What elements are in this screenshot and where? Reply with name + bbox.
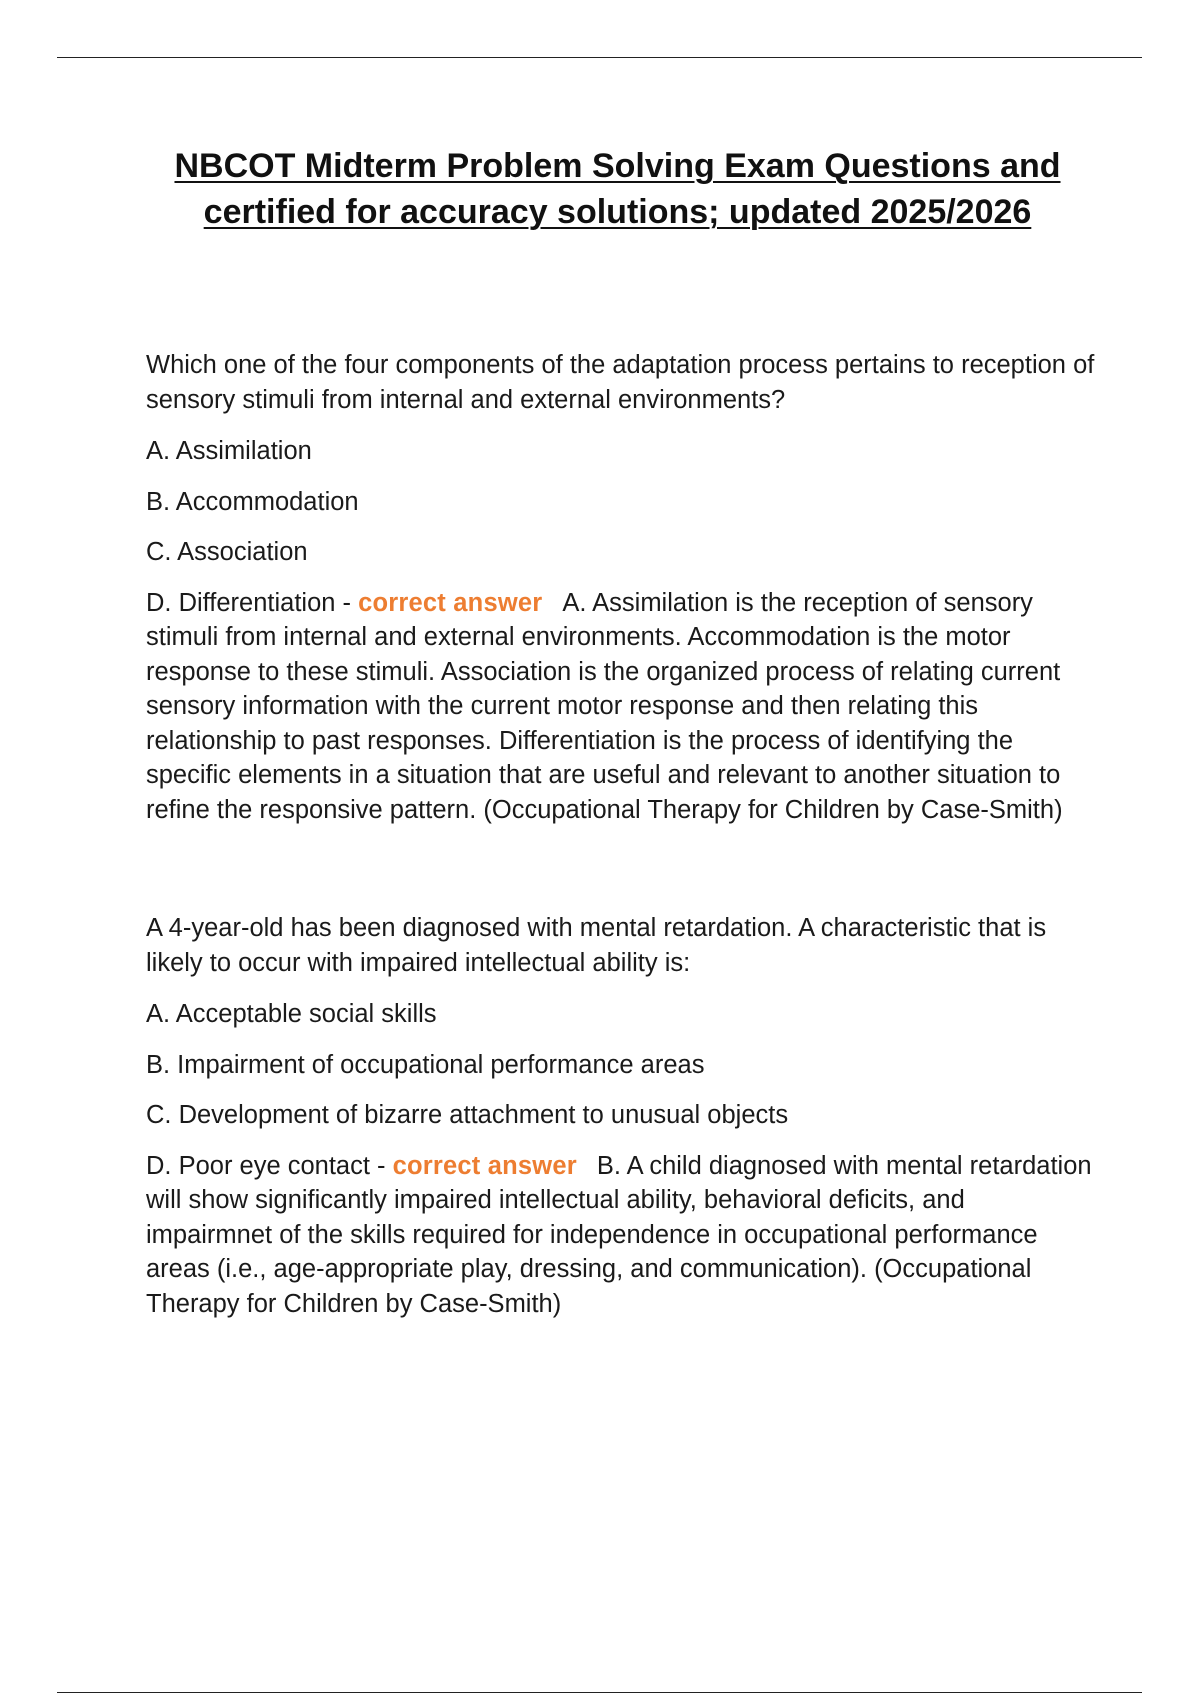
option-d: D. Poor eye contact [146,1151,370,1180]
correct-answer-label: correct answer [392,1151,577,1180]
option-c: C. Association [146,538,308,566]
document-title: NBCOT Midterm Problem Solving Exam Questions and certified for accuracy solutions; updated 2025/2026 [174,147,1061,231]
question-block-1 [146,348,1096,827]
option-a: A. Assimilation [146,437,312,465]
option-c: C. Development of bizarre attachment to unusual objects [146,1101,789,1129]
answer-separator: - [335,588,359,617]
option-d-with-answer [146,586,1096,828]
answer-explanation: A. Assimilation is the reception of sensory stimuli from internal and external environments. Accommodation is the motor response to these stimuli. Association is the organized process of relating current sensory information with the current motor response and then relating this relationship to past responses. Differentiation is the process of identifying the specific elements in a situation that are useful and relevant to another situation to refine the responsive pattern. (Occupational Therapy for Children by Case-Smith) [146,588,1063,824]
document-body [146,348,1096,1321]
option-d: D. Differentiation [146,588,336,617]
answer-explanation: B. A child diagnosed with mental retardation will show significantly impaired intellectual ability, behavioral deficits, and impairmnet of the skills required for independence in occupational performance areas (i.e., age-appropriate play, dressing, and communication). (Occupational Therapy for Children by Case-Smith) [146,1151,1092,1318]
answer-separator: - [369,1151,393,1180]
question-text: Which one of the four components of the adaptation process pertains to reception of sensory stimuli from internal and external environments? [146,351,1095,414]
top-rule [57,57,1142,58]
question-block-2 [146,911,1096,1321]
option-d-with-answer [146,1149,1096,1322]
option-b: B. Impairment of occupational performance areas [146,1050,705,1079]
option-b: B. Accommodation [146,487,359,516]
correct-answer-label: correct answer [358,588,543,617]
option-a: A. Acceptable social skills [146,1000,437,1028]
question-text: A 4-year-old has been diagnosed with mental retardation. A characteristic that is likely to occur with impaired intellectual ability is: [146,914,1047,977]
bottom-rule [57,1692,1142,1693]
